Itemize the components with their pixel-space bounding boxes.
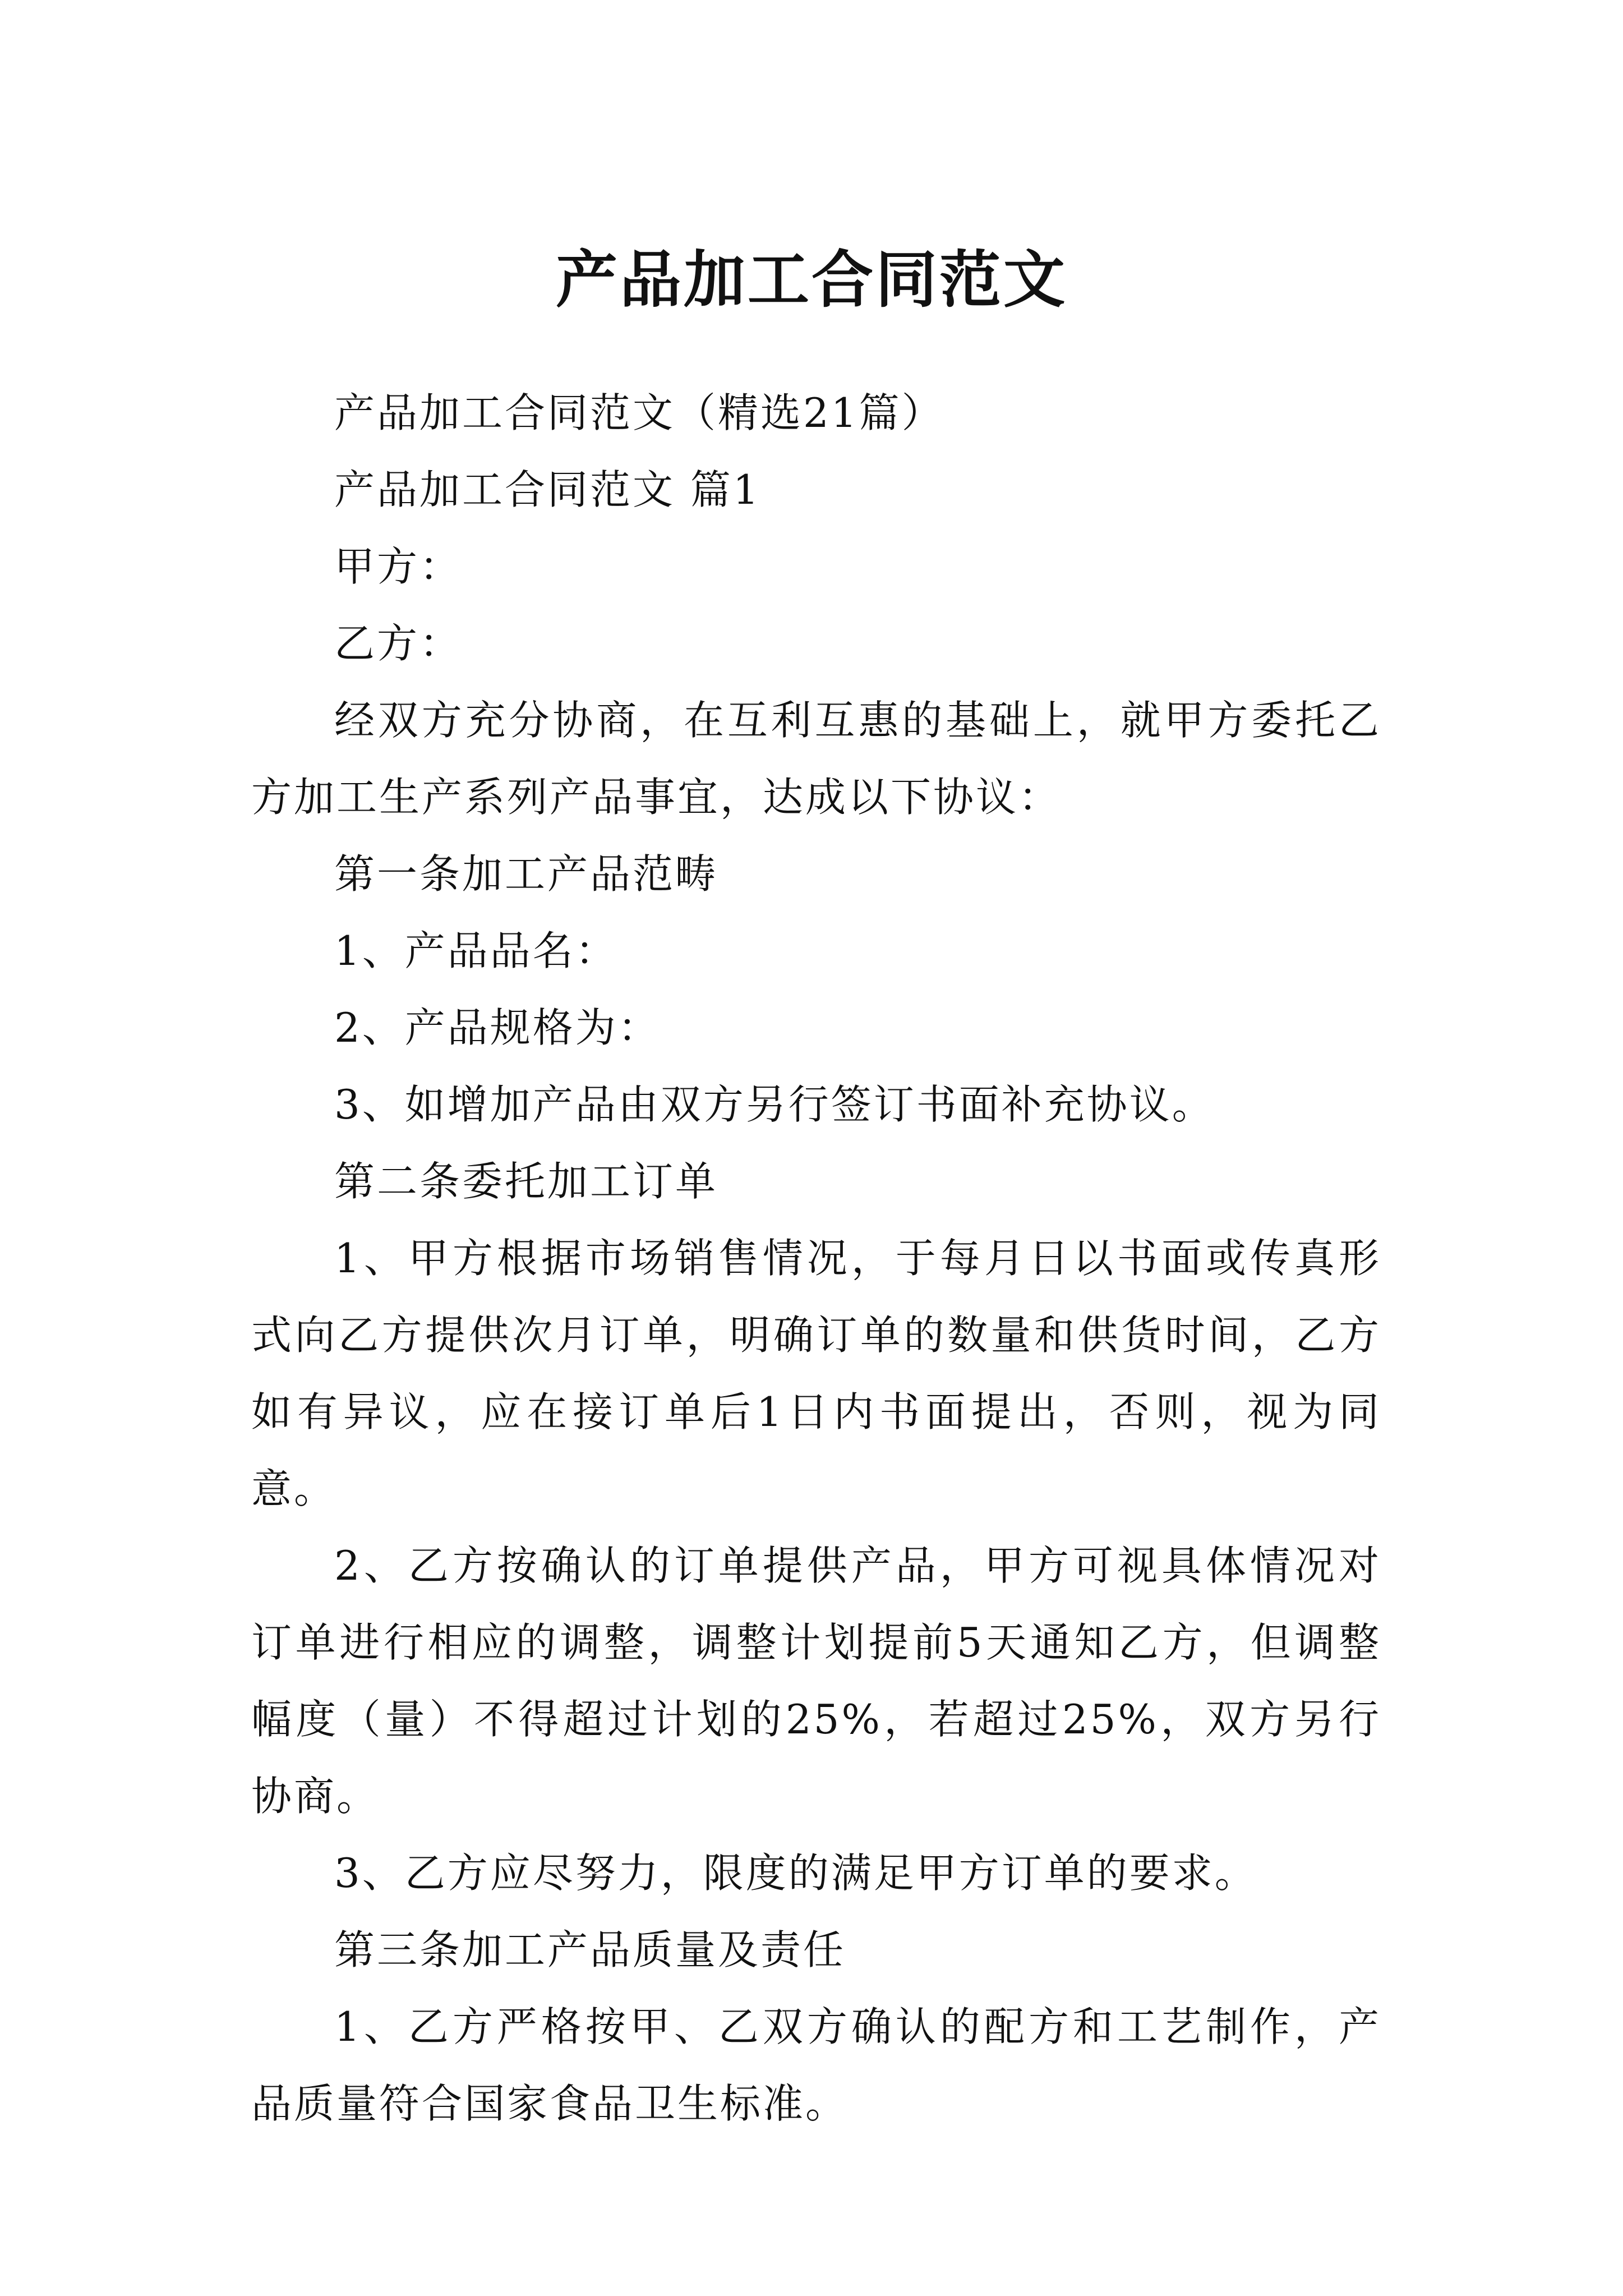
paragraph-article-2-item-3: 3、乙方应尽努力，限度的满足甲方订单的要求。 xyxy=(334,1849,1257,1897)
paragraph-article-1-item-3: 3、如增加产品由双方另行签订书面补充协议。 xyxy=(334,1081,1215,1128)
paragraph-article-3-heading: 第三条加工产品质量及责任 xyxy=(334,1926,846,1973)
paragraph-party-b: 乙方： xyxy=(334,620,463,667)
paragraph-article-1-heading: 第一条加工产品范畴 xyxy=(334,850,718,898)
paragraph-article-2-item-1: 1、甲方根据市场销售情况，于每月日以书面或传真形式向乙方提供次月订单，明确订单的数量和供货时间，乙方如有异议，应在接订单后1日内书面提出，否则，视为同意。 xyxy=(251,1235,1381,1512)
paragraph-article-2-item-2: 2、乙方按确认的订单提供产品，甲方可视具体情况对订单进行相应的调整，调整计划提前5天通知乙方，但调整幅度（量）不得超过计划的25%，若超过25%，双方另行协商。 xyxy=(251,1542,1381,1820)
paragraph-article-1-item-2: 2、产品规格为： xyxy=(334,1004,661,1051)
document-title: 产品加工合同范文 xyxy=(556,243,1067,316)
paragraph-subtitle: 产品加工合同范文（精选21篇） xyxy=(334,389,944,436)
document-body xyxy=(251,375,1381,2142)
paragraph-party-a: 甲方： xyxy=(334,543,463,590)
paragraph-article-2-heading: 第二条委托加工订单 xyxy=(334,1158,718,1205)
paragraph-section-heading: 产品加工合同范文 篇1 xyxy=(334,466,761,513)
paragraph-article-1-item-1: 1、产品品名： xyxy=(334,927,618,974)
paragraph-article-3-item-1: 1、乙方严格按甲、乙双方确认的配方和工艺制作，产品质量符合国家食品卫生标准。 xyxy=(251,2003,1381,2127)
paragraph-preamble: 经双方充分协商，在互利互惠的基础上，就甲方委托乙方加工生产系列产品事宜，达成以下协议： xyxy=(251,697,1381,821)
